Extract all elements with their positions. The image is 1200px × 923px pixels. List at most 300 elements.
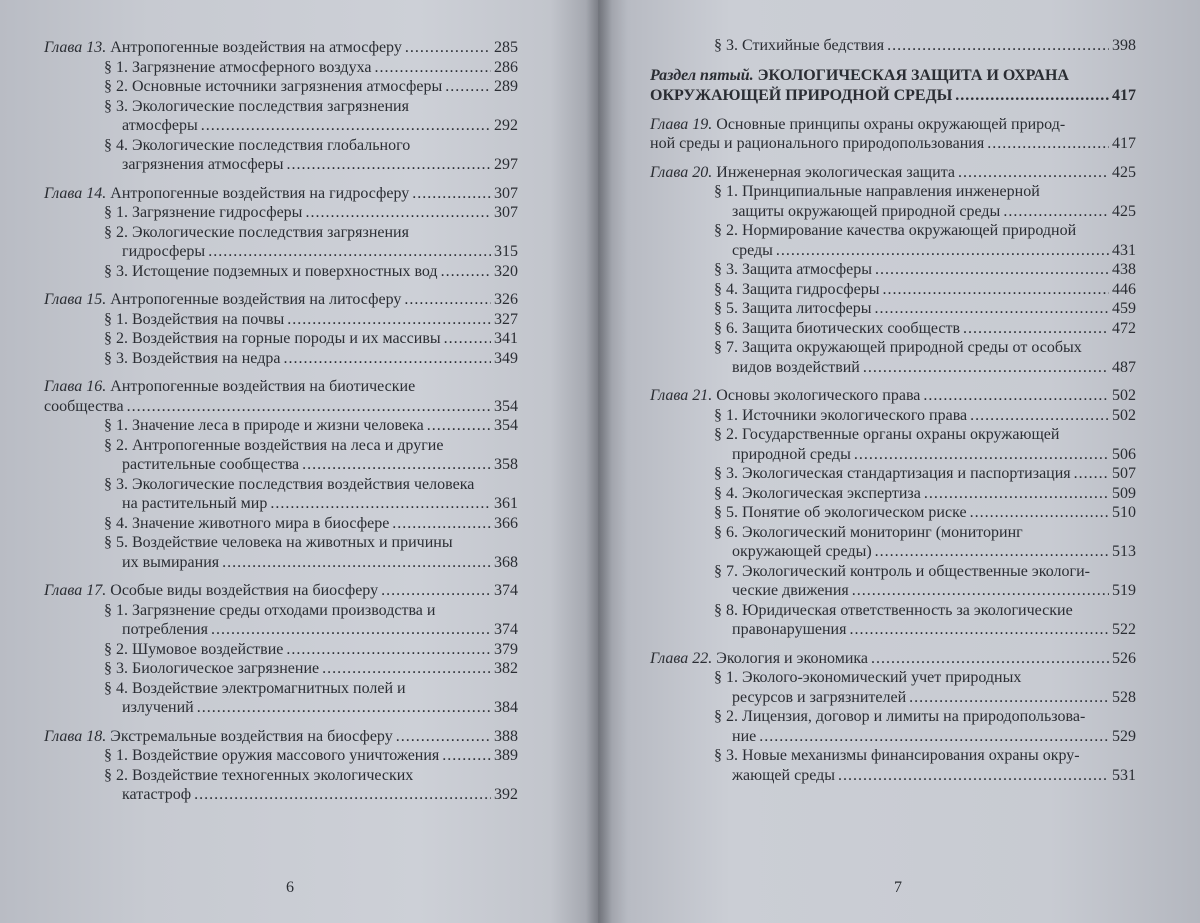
page-ref: 354 [494, 417, 518, 434]
entry-text [732, 542, 872, 562]
page-ref: 366 [494, 514, 518, 532]
section-number: § 2. [714, 222, 738, 239]
page-ref: 320 [494, 262, 518, 280]
entry-title: среды [732, 241, 773, 259]
entry-title: катастроф [122, 786, 192, 803]
dot-leader [871, 649, 1109, 669]
entry-title: Воздействие оружия массового уничтожения [132, 747, 440, 764]
section-last-line [732, 241, 1136, 261]
dot-leader [208, 242, 491, 262]
page-ref: 392 [494, 786, 518, 803]
toc-chapter [44, 377, 518, 572]
chapter-line [44, 727, 518, 747]
entry-text [650, 649, 868, 669]
chapter-title-part: Основные принципы охраны окружающей природ- [716, 115, 1066, 133]
dot-leader [852, 581, 1109, 601]
section-title-part: Эколого-экономический учет природных [742, 669, 1022, 686]
toc-section [44, 601, 518, 640]
toc-section [44, 223, 518, 262]
section-line [104, 58, 518, 78]
section-continuation [714, 542, 1136, 562]
section-line [104, 601, 518, 621]
page-ref: 374 [494, 621, 518, 638]
entry-text [104, 416, 424, 436]
entry-title: Защита биотических сообществ [742, 319, 961, 337]
section-line [104, 436, 518, 456]
page-ref: 326 [494, 291, 518, 308]
entry-text [732, 581, 849, 601]
entry-title: Воздействия на недра [132, 349, 281, 367]
right-page [598, 0, 1200, 923]
page-ref: 297 [494, 156, 518, 173]
section-title-part: Воздействие электромагнитных полей и [132, 679, 406, 697]
chapter-line [44, 290, 518, 310]
toc-section [650, 319, 1136, 339]
section-number: § 3. [104, 349, 128, 367]
toc-section [44, 640, 518, 660]
section-last-line [732, 727, 1136, 747]
section-line [714, 523, 1136, 543]
toc-section [44, 77, 518, 97]
section-number: § 3. [714, 37, 738, 54]
section-line [104, 416, 518, 436]
page-ref: 519 [1112, 582, 1136, 599]
entry-text [714, 319, 960, 339]
dot-leader [875, 542, 1109, 562]
section-number: § 2. [104, 78, 128, 95]
toc-section [650, 260, 1136, 280]
page-ref: 307 [494, 204, 518, 221]
entry-title: Антропогенные воздействия на литосферу [110, 291, 402, 308]
page-ref: 374 [494, 582, 518, 599]
entry-title: окружающей среды) [732, 543, 872, 560]
entry-text [44, 290, 401, 310]
entry-title: Значение леса в природе и жизни человека [132, 417, 424, 434]
section-line [714, 707, 1136, 727]
section-last-line [732, 542, 1136, 562]
entry-title: жающей среды [732, 766, 835, 784]
page-ref: 285 [494, 39, 518, 56]
toc-section [650, 221, 1136, 260]
section-line [714, 260, 1136, 280]
section-number: § 4. [104, 136, 128, 154]
section-continuation [714, 241, 1136, 261]
chapter-label: Глава 16. [44, 378, 107, 395]
entry-text [104, 514, 389, 534]
entry-text [122, 116, 198, 136]
entry-title: Защита гидросферы [742, 280, 880, 298]
page-ref: 510 [1112, 504, 1136, 521]
page-ref: 361 [494, 495, 518, 512]
section-title-part: Экологические последствия глобального [132, 136, 411, 154]
dot-leader [854, 445, 1109, 465]
entry-title: Экология и экономика [716, 649, 869, 667]
section-line [104, 475, 518, 495]
entry-text [122, 242, 205, 262]
section-line [104, 659, 518, 679]
section-line [104, 203, 518, 223]
entry-title: Защита литосферы [742, 300, 872, 317]
section-title-part: Экологические последствия загрязнения [132, 223, 409, 241]
chapter-label: Глава 22. [650, 649, 713, 667]
section-line [714, 503, 1136, 523]
page-ref: 307 [494, 184, 518, 202]
dot-leader [1074, 464, 1109, 484]
entry-title: ной среды и рационального природопользования [650, 135, 985, 152]
entry-text [650, 134, 984, 154]
part-label: Раздел пятый. [650, 66, 754, 84]
section-number: § 3. [104, 660, 128, 677]
dot-leader [412, 184, 491, 204]
entry-text [122, 494, 267, 514]
entry-title: Понятие об экологическом риске [742, 504, 967, 521]
section-last-line [732, 358, 1136, 378]
entry-title: сообщества [44, 397, 124, 415]
dot-leader [270, 494, 491, 514]
section-last-line [122, 620, 518, 640]
section-line [714, 406, 1136, 426]
section-line [104, 262, 518, 282]
dot-leader [222, 553, 491, 573]
chapter-line [44, 581, 518, 601]
dot-leader [882, 280, 1109, 300]
entry-text [44, 581, 378, 601]
entry-text [104, 746, 439, 766]
section-last-line [122, 494, 518, 514]
entry-text [104, 203, 302, 223]
section-line [104, 349, 518, 369]
dot-leader [987, 134, 1109, 154]
toc-chapter [650, 163, 1136, 378]
section-number: § 3. [714, 747, 738, 764]
part-title-part: ЭКОЛОГИЧЕСКАЯ ЗАЩИТА И ОХРАНА [757, 66, 1069, 84]
entry-text [732, 241, 773, 261]
section-continuation [104, 785, 518, 805]
section-last-line [732, 202, 1136, 222]
section-title-part: Антропогенные воздействия на леса и другие [132, 436, 444, 454]
section-number: § 2. [104, 330, 128, 347]
toc-chapter [650, 115, 1136, 154]
entry-title: Загрязнение атмосферного воздуха [132, 58, 372, 76]
entry-text [104, 77, 442, 97]
dot-leader [404, 290, 491, 310]
chapter-line [650, 649, 1136, 669]
toc-section [44, 746, 518, 766]
page-ref: 349 [494, 349, 518, 367]
section-title-part: Принципиальные направления инженерной [742, 183, 1040, 200]
section-number: § 4. [714, 280, 738, 298]
section-line [714, 746, 1136, 766]
entry-title: Источники экологического права [742, 406, 968, 424]
dot-leader [849, 620, 1109, 640]
section-line [714, 182, 1136, 202]
dot-leader [863, 358, 1109, 378]
section-title-part: Экологический контроль и общественные экологи- [742, 562, 1090, 580]
chapter-label: Глава 14. [44, 184, 107, 202]
entry-text [714, 280, 879, 300]
page-ref: 389 [494, 747, 518, 764]
page-ref: 502 [1112, 387, 1136, 404]
section-last-line [122, 698, 518, 718]
entry-title: на растительный мир [122, 495, 268, 512]
section-number: § 1. [104, 417, 128, 434]
dot-leader [970, 503, 1109, 523]
section-line [714, 36, 1136, 56]
section-line [104, 97, 518, 117]
entry-text [650, 163, 955, 183]
dot-leader [287, 155, 491, 175]
page-ref: 502 [1112, 406, 1136, 424]
dot-leader [955, 86, 1109, 106]
toc-section [44, 349, 518, 369]
section-last-line [732, 766, 1136, 786]
page-ref: 425 [1112, 163, 1136, 181]
section-number: § 2. [104, 436, 128, 454]
page-ref: 417 [1112, 86, 1136, 104]
chapter-label: Глава 13. [44, 39, 107, 56]
dot-leader [322, 659, 491, 679]
section-continuation [714, 358, 1136, 378]
section-line [104, 640, 518, 660]
section-continuation [104, 116, 518, 136]
dot-leader [287, 310, 491, 330]
section-continuation [104, 698, 518, 718]
toc-section [650, 707, 1136, 746]
section-title-part: Юридическая ответственность за экологические [742, 601, 1073, 619]
chapter-label: Глава 18. [44, 727, 107, 745]
dot-leader [776, 241, 1109, 261]
chapter-line [650, 163, 1136, 183]
page-ref: 292 [494, 117, 518, 134]
page-number-left: 6 [286, 879, 294, 896]
page-ref: 487 [1112, 358, 1136, 376]
entry-title: загрязнения атмосферы [122, 156, 284, 173]
section-line [104, 310, 518, 330]
entry-text [714, 260, 872, 280]
section-line [714, 338, 1136, 358]
section-last-line [122, 242, 518, 262]
chapter-label: Глава 19. [650, 115, 713, 133]
section-line [104, 533, 518, 553]
section-title-part: Экологические последствия загрязнения [132, 97, 409, 115]
section-line [714, 484, 1136, 504]
toc-section [650, 668, 1136, 707]
toc-section [650, 299, 1136, 319]
toc-section [650, 406, 1136, 426]
toc-section [650, 601, 1136, 640]
section-title-part: Лицензия, договор и лимиты на природопользова- [742, 708, 1086, 725]
entry-text [732, 620, 846, 640]
dot-leader [427, 416, 491, 436]
part-line [650, 66, 1136, 86]
entry-title: Шумовое воздействие [132, 640, 284, 658]
section-last-line [732, 688, 1136, 708]
part-last-line [650, 86, 1136, 106]
page-ref: 528 [1112, 688, 1136, 706]
section-line [714, 319, 1136, 339]
toc-section [650, 562, 1136, 601]
entry-title: Антропогенные воздействия на атмосферу [110, 39, 402, 56]
toc-section [650, 464, 1136, 484]
page-ref: 388 [494, 727, 518, 745]
dot-leader [887, 36, 1109, 56]
page-ref: 286 [494, 58, 518, 76]
page-ref: 531 [1112, 766, 1136, 784]
section-line [104, 77, 518, 97]
dot-leader [442, 746, 491, 766]
toc-section [44, 203, 518, 223]
entry-text [732, 445, 851, 465]
section-line [714, 299, 1136, 319]
section-title-part: Нормирование качества окружающей природной [742, 222, 1077, 239]
dot-leader [441, 262, 491, 282]
section-number: § 1. [104, 58, 128, 76]
section-line [714, 601, 1136, 621]
toc-section [44, 262, 518, 282]
page-ref: 438 [1112, 261, 1136, 278]
section-line [104, 514, 518, 534]
page-ref: 341 [494, 330, 518, 347]
entry-text [714, 36, 884, 56]
entry-title: Антропогенные воздействия на гидросферу [110, 184, 410, 202]
toc-section [44, 416, 518, 436]
entry-title: их вымирания [122, 553, 220, 571]
toc-section [44, 310, 518, 330]
section-title-part: Загрязнение среды отходами производства и [132, 601, 436, 619]
section-number: § 1. [104, 601, 128, 619]
left-page [0, 0, 598, 923]
entry-title: ресурсов и загрязнителей [732, 688, 907, 706]
toc-section [44, 329, 518, 349]
section-continuation [714, 766, 1136, 786]
page-ref: 384 [494, 699, 518, 716]
section-line [714, 280, 1136, 300]
toc-section [44, 475, 518, 514]
section-line [104, 329, 518, 349]
entry-title: Экологическая экспертиза [742, 484, 921, 502]
dot-leader [838, 766, 1109, 786]
section-number: § 2. [714, 708, 738, 725]
section-number: § 7. [714, 562, 738, 580]
entry-title: Истощение подземных и поверхностных вод [132, 262, 438, 280]
page-ref: 431 [1112, 241, 1136, 259]
section-line [714, 562, 1136, 582]
entry-title: Основные источники загрязнения атмосферы [132, 78, 443, 95]
chapter-line [650, 386, 1136, 406]
section-number: § 6. [714, 523, 738, 541]
dot-leader [127, 397, 491, 417]
entry-text [44, 727, 393, 747]
chapter-last-line [650, 134, 1136, 154]
dot-leader [381, 581, 491, 601]
dot-leader [924, 484, 1109, 504]
dot-leader [875, 260, 1109, 280]
table-of-contents-left [44, 38, 518, 805]
section-number: § 4. [104, 679, 128, 697]
section-number: § 5. [714, 300, 738, 317]
entry-text [104, 329, 441, 349]
entry-title: Экстремальные воздействия на биосферу [110, 727, 393, 745]
entry-title: Особые виды воздействия на биосферу [110, 582, 379, 599]
section-last-line [122, 455, 518, 475]
toc-chapter [44, 581, 518, 718]
page-ref: 358 [494, 456, 518, 473]
entry-text [732, 688, 906, 708]
section-continuation [104, 242, 518, 262]
dot-leader [444, 329, 491, 349]
section-number: § 1. [714, 669, 738, 686]
dot-leader [875, 299, 1109, 319]
table-of-contents-right [650, 36, 1136, 785]
section-number: § 3. [104, 262, 128, 280]
section-number: § 7. [714, 339, 738, 356]
section-line [714, 668, 1136, 688]
toc-section [650, 746, 1136, 785]
entry-title: Защита атмосферы [742, 261, 873, 278]
entry-text [104, 349, 280, 369]
entry-title: природной среды [732, 445, 851, 463]
dot-leader [211, 620, 491, 640]
chapter-last-line [44, 397, 518, 417]
page-ref: 509 [1112, 484, 1136, 502]
dot-leader [194, 785, 491, 805]
section-continuation [714, 581, 1136, 601]
toc-section [44, 679, 518, 718]
section-continuation [714, 727, 1136, 747]
entry-text [650, 86, 952, 106]
entry-title: атмосферы [122, 117, 198, 134]
dot-leader [201, 116, 491, 136]
section-number: § 2. [104, 640, 128, 658]
toc-section [44, 136, 518, 175]
dot-leader [963, 319, 1109, 339]
entry-title: Воздействия на горные породы и их массивы [132, 330, 441, 347]
page-ref: 379 [494, 640, 518, 658]
entry-text [122, 698, 194, 718]
toc-section [44, 97, 518, 136]
section-title-part: Экологический мониторинг (мониторинг [742, 523, 1023, 541]
dot-leader [396, 727, 491, 747]
dot-leader [305, 203, 491, 223]
page-number-right: 7 [894, 879, 902, 896]
entry-text [650, 386, 920, 406]
entry-title: защиты окружающей природной среды [732, 202, 1001, 220]
section-continuation [714, 620, 1136, 640]
entry-text [44, 184, 409, 204]
book-gutter [586, 0, 612, 923]
toc-section [650, 36, 1136, 56]
entry-text [104, 58, 371, 78]
dot-leader [923, 386, 1109, 406]
toc-section [650, 182, 1136, 221]
section-title-part: Защита окружающей природной среды от особых [742, 339, 1082, 356]
page-ref: 529 [1112, 727, 1136, 745]
entry-title: излучений [122, 699, 194, 716]
entry-title: Стихийные бедствия [742, 37, 885, 54]
section-title-part: Новые механизмы финансирования охраны окру- [742, 747, 1080, 764]
section-continuation [104, 553, 518, 573]
entry-text [714, 484, 921, 504]
entry-text [122, 620, 208, 640]
dot-leader [197, 698, 491, 718]
section-last-line [732, 581, 1136, 601]
section-number: § 2. [104, 223, 128, 241]
section-last-line [122, 785, 518, 805]
section-number: § 1. [104, 310, 128, 328]
section-last-line [122, 553, 518, 573]
toc-section [44, 514, 518, 534]
page-ref: 315 [494, 243, 518, 260]
